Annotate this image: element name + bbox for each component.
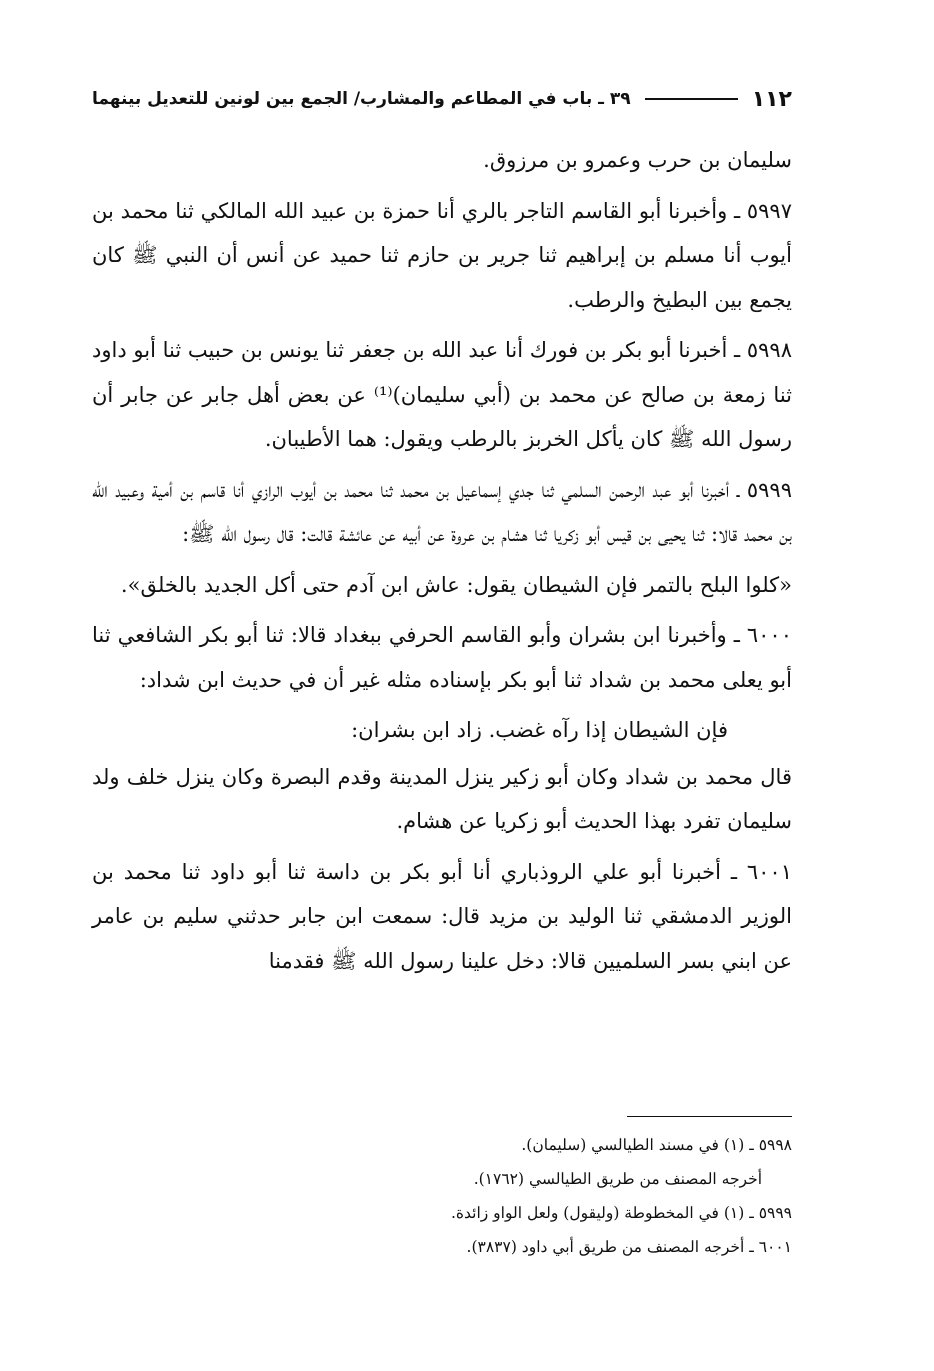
hadith-5998: ٥٩٩٨ ـ أخبرنا أبو بكر بن فورك أنا عبد الله بن جعفر ثنا يونس بن حبيب ثنا أبو داود ثنا زمعة بن صالح عن محمد بن (أبي سليمان)⁽¹⁾ عن بعض أهل جابر عن جابر أن رسول الله ﷺ كان يأكل الخربز بالرطب ويقول: هما الأطيبان. bbox=[92, 338, 793, 451]
hadith-5999-matn: «كلوا البلح بالتمر فإن الشيطان يقول: عاش ابن آدم حتى أكل الجديد بالخلق». bbox=[120, 572, 792, 597]
footnote-6001: ٦٠٠١ ـ أخرجه المصنف من طريق أبي داود (٣٨٣٧). bbox=[466, 1238, 792, 1256]
footnote-5998-source: أخرجه المصنف من طريق الطيالسي (١٧٦٢). bbox=[473, 1170, 762, 1188]
hadith-6000-note: قال محمد بن شداد وكان أبو زكير ينزل المدينة وقدم البصرة وكان ينزل خلف ولد سليمان تفرد بهذا الحديث أبو زكريا عن هشام. bbox=[92, 764, 792, 833]
footnote-separator bbox=[627, 1116, 792, 1117]
footnote-5998-1: ٥٩٩٨ ـ (١) في مسند الطيالسي (سليمان). bbox=[521, 1136, 792, 1154]
hadith-5999: ٥٩٩٩ ـ أخبرنا أبو عبد الرحمن السلمي ثنا جدي إسماعيل بن محمد ثنا محمد بن أيوب الرازي أنا قاسم بن أمية وعبيد الله بن محمد قالا: ثنا يحيى بن قيس أبو زكريا ثنا هشام بن عروة عن أبيه عن عائشة قالت: قال رسول الله ﷺ: bbox=[92, 477, 792, 546]
page-number: ١١٢ bbox=[751, 86, 792, 112]
hadith-6000: ٦٠٠٠ ـ وأخبرنا ابن بشران وأبو القاسم الحرفي ببغداد قالا: ثنا أبو بكر الشافعي ثنا أبو يعلى محمد بن شداد ثنا أبو بكر بإسناده مثله غير أن في حديث ابن شداد: bbox=[92, 623, 792, 692]
header-rule bbox=[645, 98, 738, 100]
main-text bbox=[92, 138, 792, 989]
running-title: ٣٩ ـ باب في المطاعم والمشارب/ الجمع بين لونين للتعديل بينهما bbox=[92, 89, 631, 109]
footnotes bbox=[152, 1128, 792, 1264]
hadith-6000-addition: فإن الشيطان إذا رآه غضب. زاد ابن بشران: bbox=[351, 718, 728, 742]
hadith-5997: ٥٩٩٧ ـ وأخبرنا أبو القاسم التاجر بالري أنا حمزة بن عبيد الله المالكي ثنا محمد بن أيوب أنا مسلم بن إبراهيم ثنا جرير بن حازم ثنا حميد عن أنس أن النبي ﷺ كان يجمع بين البطيخ والرطب. bbox=[92, 198, 792, 312]
footnote-5999-1: ٥٩٩٩ ـ (١) في المخطوطة (وليقول) ولعل الواو زائدة. bbox=[450, 1204, 792, 1222]
paragraph-continuation: سليمان بن حرب وعمرو بن مرزوق. bbox=[483, 148, 792, 172]
hadith-6001: ٦٠٠١ ـ أخبرنا أبو علي الروذباري أنا أبو بكر بن داسة ثنا أبو داود ثنا محمد بن الوزير الدمشقي ثنا الوليد بن مزيد قال: سمعت ابن جابر حدثني سليم بن عامر عن ابني بسر السلميين قالا: دخل علينا رسول الله ﷺ فقدمنا bbox=[92, 859, 792, 973]
page-header bbox=[92, 82, 792, 116]
